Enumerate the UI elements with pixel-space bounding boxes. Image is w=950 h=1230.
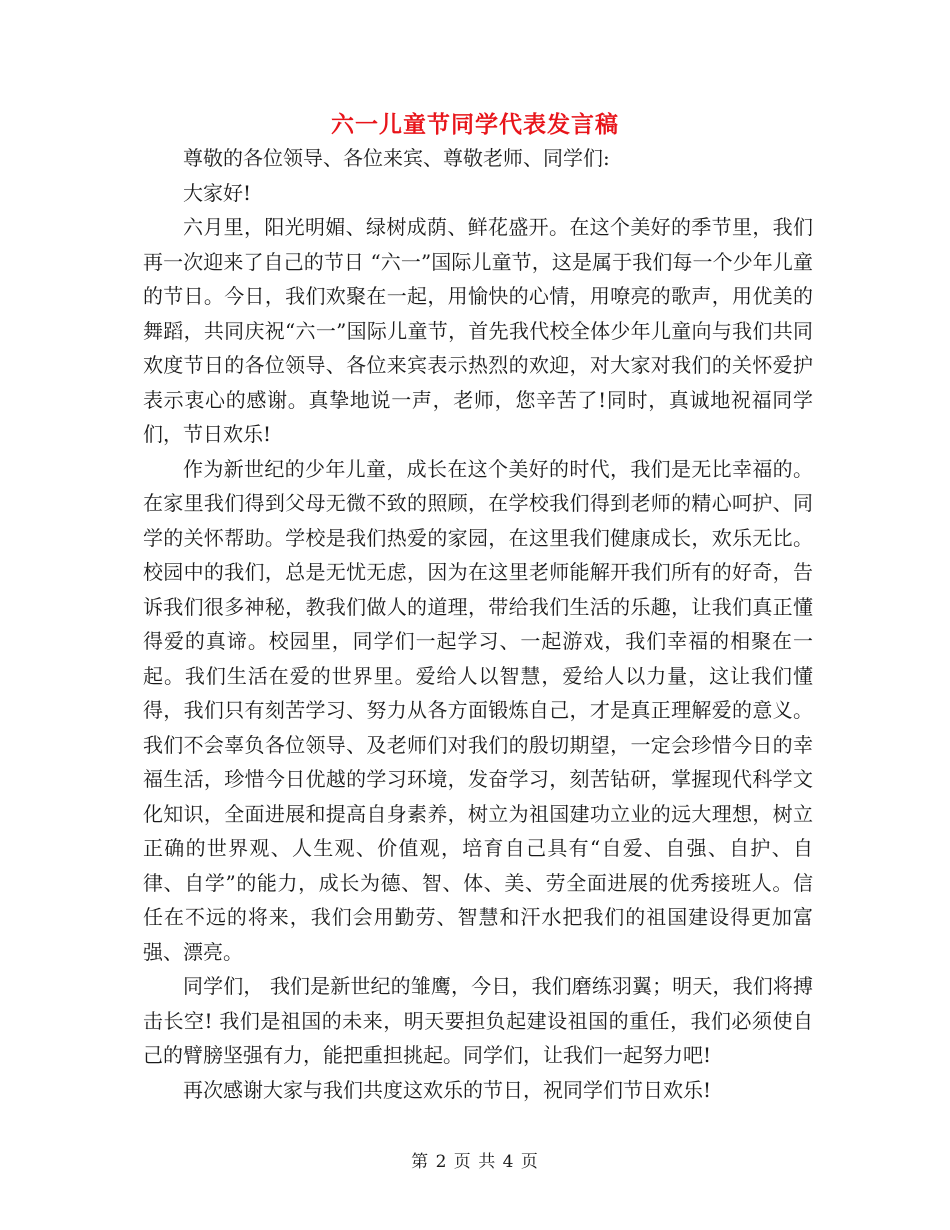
document-body [143, 141, 813, 1107]
page-title: 六一儿童节同学代表发言稿 [331, 111, 619, 138]
body-paragraph: 同学们， 我们是新世纪的雏鹰，今日，我们磨练羽翼；明天，我们将搏击长空! 我们是祖国的未来，明天要担负起建设祖国的重任，我们必须使自己的臂膀坚强有力，能把重担挑起。同学们，让我们一起努力吧! [143, 974, 813, 1067]
closing-paragraph: 再次感谢大家与我们共度这欢乐的节日，祝同学们节日欢乐! [183, 1077, 712, 1102]
body-paragraph: 作为新世纪的少年儿童，成长在这个美好的时代，我们是无比幸福的。在家里我们得到父母无微不致的照顾，在学校我们得到老师的精心呵护、同学的关怀帮助。学校是我们热爱的家园，在这里我们健康成长，欢乐无比。校园中的我们，总是无忧无虑，因为在这里老师能解开我们所有的好奇，告诉我们很多神秘，教我们做人的道理，带给我们生活的乐趣，让我们真正懂得爱的真谛。校园里，同学们一起学习、一起游戏，我们幸福的相聚在一起。我们生活在爱的世界里。爱给人以智慧，爱给人以力量，这让我们懂得，我们只有刻苦学习、努力从各方面锻炼自己，才是真正理解爱的意义。我们不会辜负各位领导、及老师们对我们的殷切期望，一定会珍惜今日的幸福生活，珍惜今日优越的学习环境，发奋学习，刻苦钻研，掌握现代科学文化知识，全面进展和提高自身素养，树立为祖国建功立业的远大理想，树立正确的世界观、人生观、价值观，培育自己具有“自爱、自强、自护、自律、自学”的能力，成长为德、智、体、美、劳全面进展的优秀接班人。信任在不远的将来，我们会用勤劳、智慧和汗水把我们的祖国建设得更加富强、漂亮。 [143, 456, 813, 964]
page-number-footer: 第 2 页 共 4 页 [411, 1152, 539, 1172]
body-paragraph: 六月里，阳光明媚、绿树成荫、鲜花盛开。在这个美好的季节里，我们再一次迎来了自己的节日 “六一”国际儿童节，这是属于我们每一个少年儿童的节日。今日，我们欢聚在一起，用愉快的心情，用嘹亮的歌声，用优美的舞蹈，共同庆祝“六一”国际儿童节，首先我代校全体少年儿童向与我们共同欢度节日的各位领导、各位来宾表示热烈的欢迎，对大家对我们的关怀爱护表示衷心的感谢。真挚地说一声，老师，您辛苦了!同时，真诚地祝福同学们，节日欢乐! [143, 215, 813, 446]
greeting-paragraph: 大家好! [183, 180, 252, 205]
salutation-paragraph: 尊敬的各位领导、各位来宾、尊敬老师、同学们: [183, 146, 610, 170]
